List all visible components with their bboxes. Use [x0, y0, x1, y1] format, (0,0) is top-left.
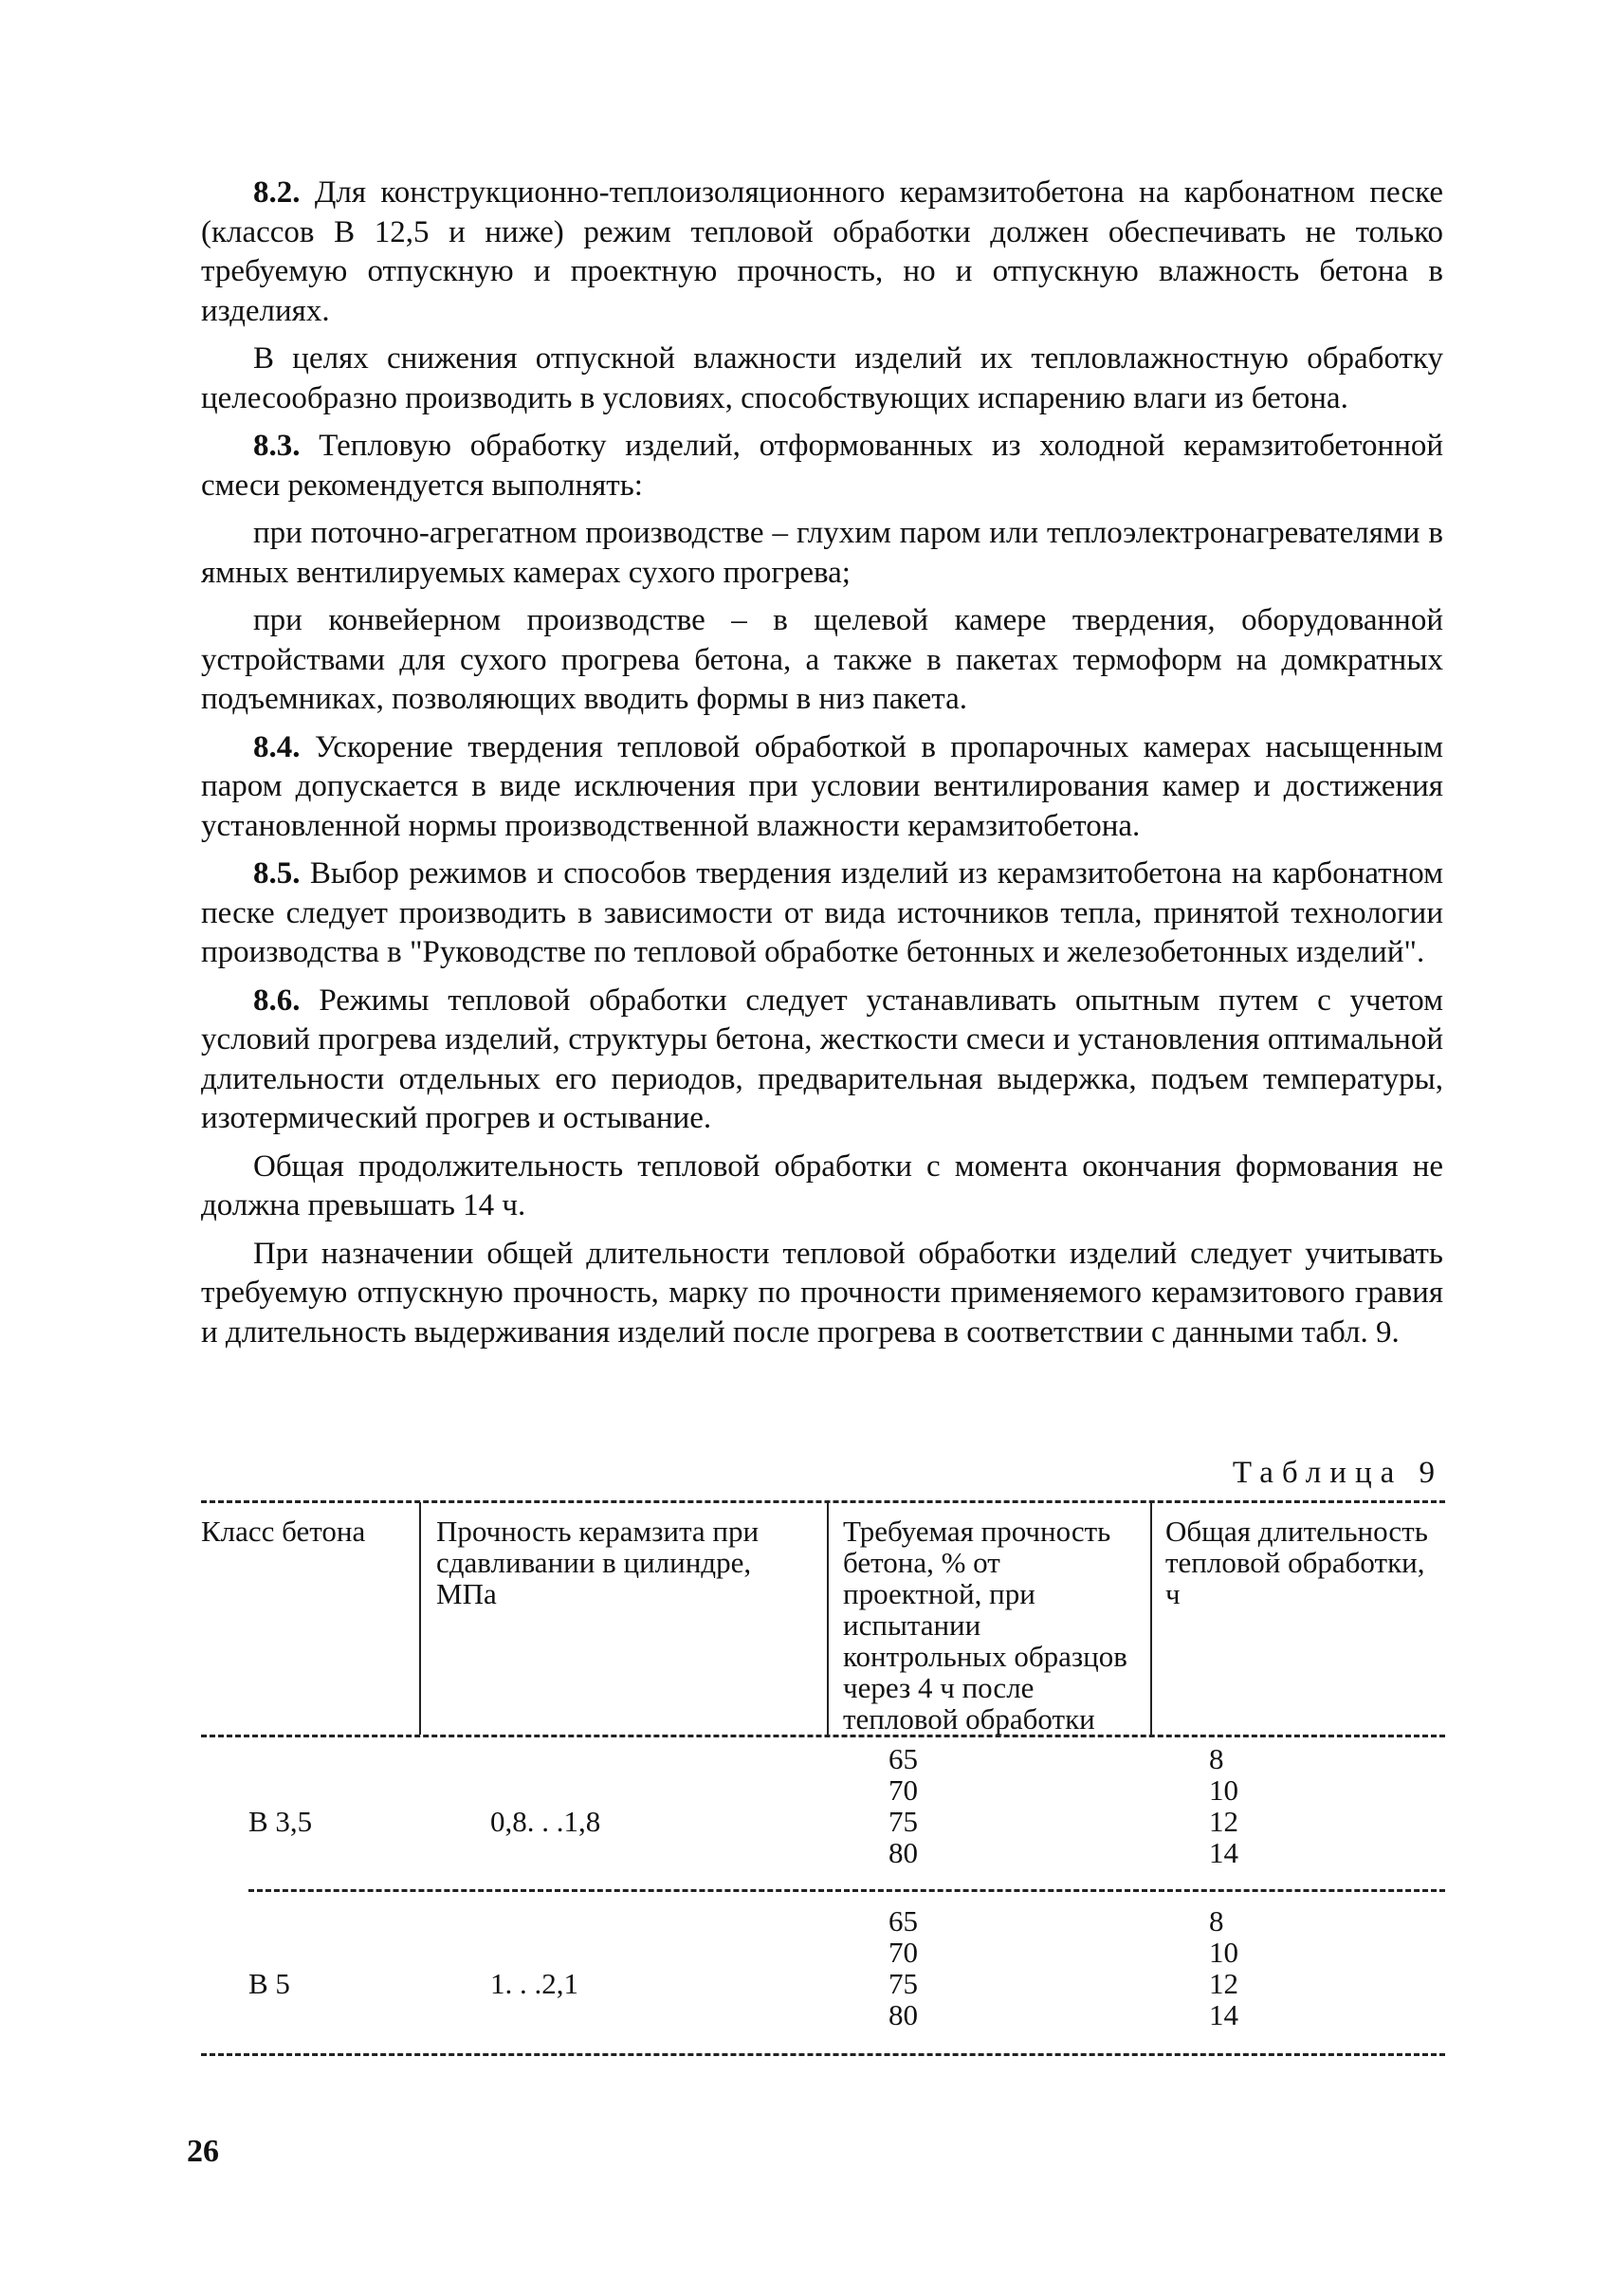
header-required-strength: Требуемая прочность бетона, % от проектной, при испытании контрольных образцов через 4 ч после тепловой обработки: [843, 1515, 1127, 1736]
header-bottom-rule: [201, 1735, 1445, 1737]
paragraph-8-4: [201, 728, 1443, 847]
value: 10: [1209, 1773, 1238, 1807]
value: 8: [1209, 1742, 1224, 1775]
paragraph: [201, 1148, 1443, 1226]
clause-number: 8.4.: [253, 729, 301, 764]
row-separator: [248, 1889, 1445, 1892]
value: 65: [888, 1742, 918, 1775]
table-bottom-rule: [201, 2053, 1445, 2056]
value: 65: [888, 1904, 918, 1938]
value: 10: [1209, 1936, 1238, 1969]
cell-strength: 1. . .2,1: [490, 1967, 578, 2000]
paragraph: [201, 601, 1443, 720]
column-divider: [419, 1502, 421, 1735]
paragraph-8-3: [201, 427, 1443, 505]
paragraph-text: Для конструкционно-теплоизоляционного керамзитобетона на карбонатном песке (классов В 12,5 и ниже) режим тепловой обработки должен обеспечивать не только требуемую отпускную и проектную прочность, но и отпускную влажность бетона в изделиях.: [201, 175, 1444, 328]
clause-number: 8.2.: [253, 175, 301, 210]
value: 75: [888, 1967, 918, 2000]
body-text: [201, 174, 1443, 1361]
value: 75: [888, 1805, 918, 1838]
cell-strength: 0,8. . .1,8: [490, 1805, 601, 1838]
paragraph-text: В целях снижения отпускной влажности изделий их тепловлажностную обработку целесообразно производить в условиях, способствующих испарению влаги из бетона.: [201, 341, 1443, 415]
paragraph-8-6: [201, 982, 1443, 1139]
header-class: Класс бетона: [201, 1515, 366, 1548]
value: 14: [1209, 1836, 1238, 1869]
header-duration: Общая длительность тепловой обработки, ч: [1165, 1515, 1428, 1610]
cell-required-values: [888, 1905, 918, 2030]
value: 70: [888, 1773, 918, 1807]
cell-required-values: [888, 1743, 918, 1868]
paragraph-text: Тепловую обработку изделий, отформованных из холодной керамзитобетонной смеси рекомендуется выполнять:: [201, 429, 1444, 503]
paragraph-text: Ускорение твердения тепловой обработкой в пропарочных камерах насыщенным паром допускается в виде исключения при условии вентилирования камер и достижения установленной нормы производственной влажности керамзитобетона.: [201, 729, 1444, 843]
paragraph: [201, 340, 1443, 418]
paragraph-text: при конвейерном производстве – в щелевой камере твердения, оборудованной устройствами для сухого прогрева бетона, а также в пакетах термоформ на домкратных подъемниках, позволяющих вводить формы в низ пакета.: [201, 603, 1443, 716]
value: 80: [888, 1998, 918, 2031]
table-caption: Таблица 9: [1232, 1456, 1443, 1490]
paragraph-text: Общая продолжительность тепловой обработки с момента окончания формования не должна превышать 14 ч.: [201, 1148, 1443, 1222]
cell-class: В 3,5: [248, 1805, 313, 1838]
column-divider: [827, 1502, 829, 1735]
paragraph-text: Выбор режимов и способов твердения изделий из керамзитобетона на карбонатном песке следует производить в зависимости от вида источников тепла, принятой технологии производства в "Руководстве по тепловой обработке бетонных и железобетонных изделий".: [201, 856, 1443, 969]
paragraph-text: при поточно-агрегатном производстве – глухим паром или теплоэлектронагревателями в ямных вентилируемых камерах сухого прогрева;: [201, 516, 1443, 590]
paragraph-text: При назначении общей длительности тепловой обработки изделий следует учитывать требуемую отпускную прочность, марку по прочности применяемого керамзитового гравия и длительность выдерживания изделий после прогрева в соответствии с данными табл. 9.: [201, 1236, 1443, 1350]
value: 12: [1209, 1967, 1238, 2000]
paragraph: [201, 514, 1443, 593]
value: 14: [1209, 1998, 1238, 2031]
clause-number: 8.3.: [253, 429, 301, 463]
value: 8: [1209, 1904, 1224, 1938]
cell-duration-values: [1209, 1905, 1238, 2030]
header-keramzit-strength: Прочность керамзита при сдавливании в цилиндре, МПа: [436, 1515, 760, 1610]
paragraph-text: Режимы тепловой обработки следует устанавливать опытным путем с учетом условий прогрева изделий, структуры бетона, жесткости смеси и установления оптимальной длительности отдельных его периодов, предварительная выдержка, подъем температуры, изотермический прогрев и остывание.: [201, 983, 1443, 1135]
clause-number: 8.6.: [253, 983, 301, 1018]
cell-class: В 5: [248, 1967, 290, 2000]
cell-duration-values: [1209, 1743, 1238, 1868]
value: 80: [888, 1836, 918, 1869]
paragraph: [201, 1235, 1443, 1353]
table-top-rule: [201, 1500, 1445, 1503]
data-table: [201, 1500, 1445, 2060]
clause-number: 8.5.: [253, 856, 301, 891]
value: 70: [888, 1936, 918, 1969]
paragraph-8-2: [201, 174, 1443, 331]
column-divider: [1150, 1502, 1152, 1735]
paragraph-8-5: [201, 854, 1443, 973]
value: 12: [1209, 1805, 1238, 1838]
page-number: 26: [187, 2134, 219, 2169]
